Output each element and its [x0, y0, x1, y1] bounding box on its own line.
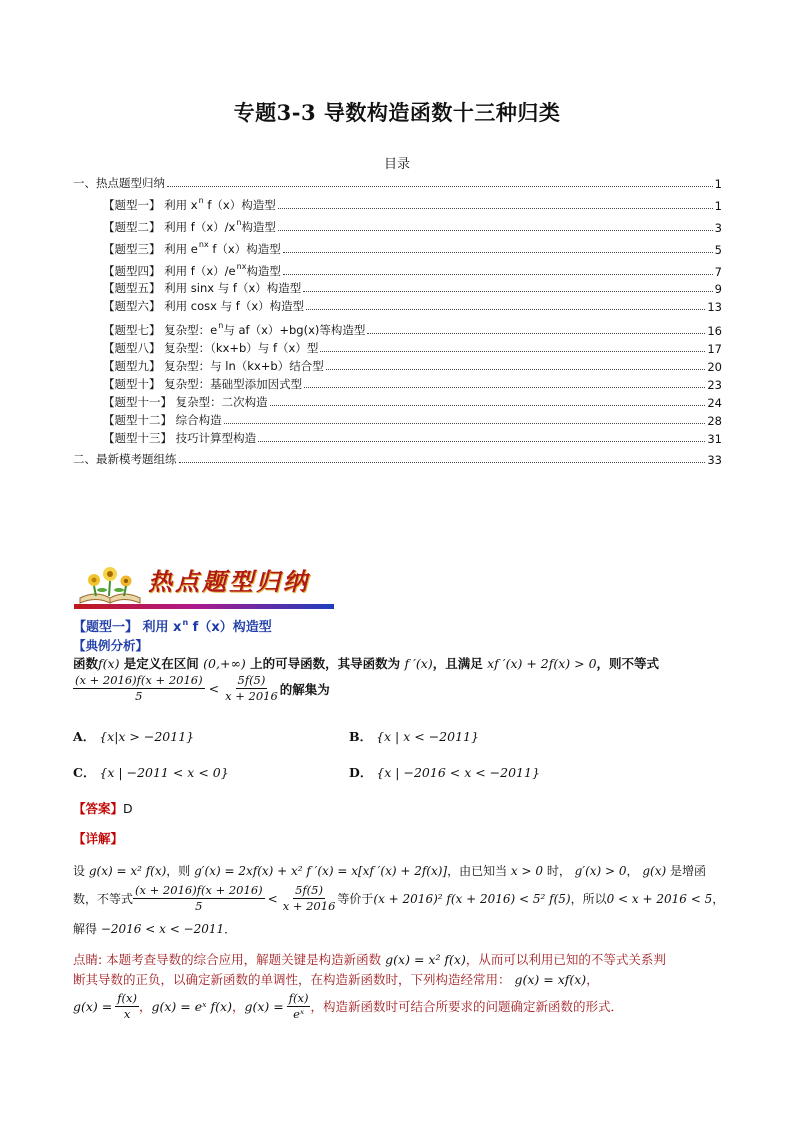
toc-leader-dots: [306, 308, 705, 310]
toc-leader-dots: [304, 386, 705, 388]
toc-row-label: 【题型十一】 复杂型：二次构造: [103, 395, 268, 409]
fraction-rhs: $\frac{5f(5)}{x + 2016}$: [225, 673, 278, 703]
detail-label: 【详解】: [73, 831, 124, 846]
option-c: C． {x | −2011 < x < 0}: [73, 765, 229, 780]
option-d: D． {x | −2016 < x < −2011}: [349, 765, 540, 780]
toc-leader-dots: [258, 440, 705, 442]
toc-row[interactable]: [103, 280, 722, 296]
toc-page-number: 1: [714, 199, 722, 213]
toc-row-label: 【题型十二】 综合构造: [103, 413, 222, 427]
fraction-lhs: $\frac{(x + 2016)f(x + 2016)}{5}$: [75, 673, 203, 703]
toc-page-number: 5: [714, 243, 722, 257]
book-flower-icon: [74, 564, 146, 606]
toc-leader-dots: [283, 251, 713, 253]
toc-row-label: 【题型九】 复杂型：与 ln（kx+b）结合型: [103, 359, 324, 373]
toc-leader-dots: [303, 290, 712, 292]
section-heading: [73, 616, 272, 635]
option-b: B． {x | x < −2011}: [349, 729, 479, 744]
toc-row[interactable]: [103, 376, 722, 392]
toc-page-number: 20: [707, 360, 722, 374]
toc-row-label: 【题型七】 复杂型：$e^n$与 af（x）+bg(x)等构造型: [103, 321, 366, 337]
toc-row-label: 【题型十三】 技巧计算型构造: [103, 431, 257, 445]
toc-row[interactable]: [103, 298, 722, 314]
toc-heading: 目录: [383, 157, 410, 172]
note-line-2: 断其导数的正负，以确定新函数的单调性，在构造新函数时，下列构造经常用： g(x) = xf(x)，: [73, 972, 599, 987]
problem-line-1: 函数f(x) 是定义在区间 (0,+∞) 上的可导函数，其导函数为 f ′(x)，且满足 xf ′(x) + 2f(x) > 0，则不等式: [73, 656, 660, 671]
toc-row[interactable]: [103, 219, 722, 235]
section-banner: [74, 562, 336, 610]
toc-row-label: 【题型三】 利用 $e^{nx}$ f（x）构造型: [103, 240, 281, 256]
toc-row[interactable]: [103, 340, 722, 356]
section-suffix: f（x）构造型: [188, 620, 272, 635]
toc-row[interactable]: [103, 197, 722, 213]
section-sup: n: [182, 618, 189, 627]
toc-row-label: 【题型二】 利用 $f(x)/x^n$构造型: [103, 218, 276, 234]
detail-line-1: 设 g(x) = x² f(x)，则 g′(x) = 2xf(x) + x² f ′(x) = x[xf ′(x) + 2f(x)]，由已知当 x > 0 时， g′(x) > 0， g(x) 是增函: [73, 864, 706, 878]
toc-page-number: 33: [707, 453, 722, 467]
toc-row-label: 【题型一】 利用 $x^n$ f（x）构造型: [103, 196, 276, 212]
toc-page-number: 13: [707, 300, 722, 314]
toc-row-label: 【题型六】 利用 cosx 与 f（x）构造型: [103, 299, 305, 313]
toc-row-label: 【题型五】 利用 sinx 与 f（x）构造型: [103, 281, 302, 295]
note-fraction-1: $\frac{f(x)}{x}$: [117, 991, 137, 1021]
problem-line-2: $\frac{(x + 2016)f(x + 2016)}{5}$ < $\frac{5f(5)}{x + 2016}$ 的解集为: [75, 673, 330, 703]
toc-row[interactable]: [103, 263, 722, 279]
note-line-1: 点睛: 本题考查导数的综合应用，解题关键是构造新函数 g(x) = x² f(x)，从而可以利用已知的不等式关系判: [73, 952, 666, 967]
toc-page-number: 31: [707, 432, 722, 446]
toc-leader-dots: [167, 185, 713, 187]
toc-row[interactable]: [103, 241, 722, 257]
toc-page-number: 7: [714, 265, 722, 279]
toc-page-number: 24: [707, 396, 722, 410]
toc-page-number: 1: [714, 177, 722, 191]
option-a: A． {x|x > −2011}: [73, 729, 195, 744]
page-title: 专题3-3 导数构造函数十三种归类: [233, 100, 561, 125]
toc-row[interactable]: [103, 430, 722, 446]
section-prefix: 【题型一】 利用 x: [73, 620, 182, 635]
detail-line-3: 解得 −2016 < x < −2011．: [73, 922, 237, 936]
note-line-3: g(x) = $\frac{f(x)}{x}$ ， g(x) = eˣ f(x) ， g(x) = $\frac{f(x)}{\text{eˣ}}$ ，构造新函数时可结合所要求的问题确定新函数的形式．: [73, 991, 623, 1021]
toc-leader-dots: [179, 461, 706, 463]
toc-leader-dots: [278, 207, 713, 209]
toc-page-number: 23: [707, 378, 722, 392]
toc-leader-dots: [283, 273, 713, 275]
toc-row-label: 【题型八】 复杂型：（kx+b）与 f（x）型: [103, 341, 319, 355]
toc-row[interactable]: [103, 394, 722, 410]
note-fraction-2: $\frac{f(x)}{\text{eˣ}}$: [288, 991, 309, 1021]
toc-row-label: 二、最新模考题组练: [73, 452, 177, 466]
toc-page-number: 17: [707, 342, 722, 356]
toc-row[interactable]: [73, 451, 722, 467]
toc-row-label: 一、热点题型归纳: [73, 176, 165, 190]
toc-row-label: 【题型四】 利用 $f(x)/e^{nx}$构造型: [103, 262, 281, 278]
toc-leader-dots: [326, 368, 706, 370]
toc-row-label: 【题型十】 复杂型：基础型添加因式型: [103, 377, 303, 391]
toc-row[interactable]: [103, 322, 722, 338]
toc-row[interactable]: [103, 412, 722, 428]
toc-leader-dots: [270, 404, 706, 406]
toc-leader-dots: [320, 350, 705, 352]
detail-line-2: 数，不等式 $\frac{(x + 2016)f(x + 2016)}{5}$ < $\frac{5f(5)}{x + 2016}$ 等价于 (x + 2016)² f(x + 2016) < 5² f(5) ，所以 0 < x + 2016 < 5 ，: [73, 883, 725, 913]
toc-leader-dots: [367, 332, 705, 334]
toc-row[interactable]: [73, 175, 722, 191]
toc-page-number: 28: [707, 414, 722, 428]
analysis-label: 【典例分析】: [73, 638, 149, 653]
answer-line: 【答案】D: [73, 801, 133, 816]
toc-page-number: 16: [707, 324, 722, 338]
toc-row[interactable]: [103, 358, 722, 374]
banner-underline: [74, 604, 334, 609]
toc-page-number: 9: [714, 282, 722, 296]
toc-leader-dots: [224, 422, 706, 424]
detail-fraction-rhs: $\frac{5f(5)}{x + 2016}$: [282, 883, 336, 913]
toc-page-number: 3: [714, 221, 722, 235]
detail-fraction-lhs: $\frac{(x + 2016)f(x + 2016)}{5}$: [135, 883, 263, 913]
banner-title: 热点题型归纳: [148, 567, 310, 596]
toc-leader-dots: [278, 229, 713, 231]
